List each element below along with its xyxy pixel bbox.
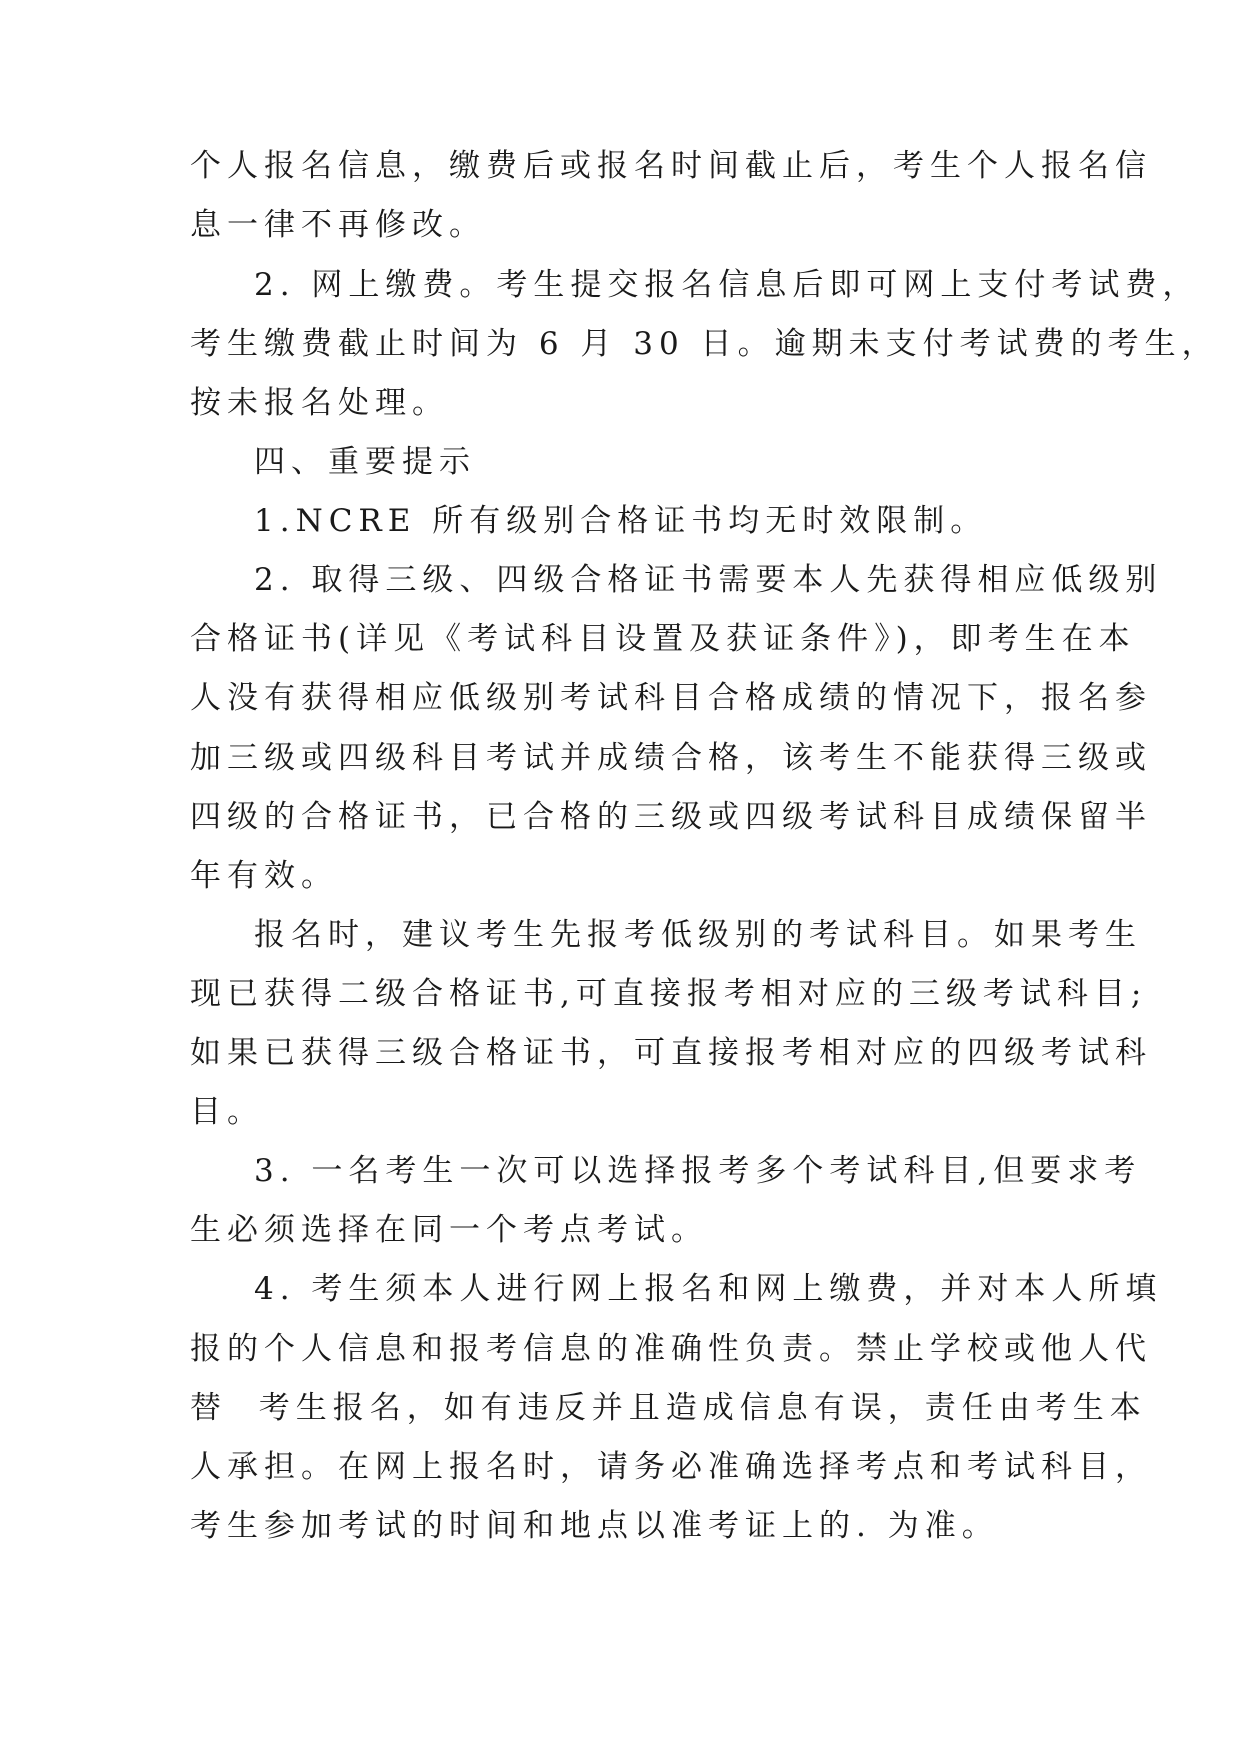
section-heading: 四、重要提示 (254, 444, 476, 480)
text-line: 合格证书(详见《考试科目设置及获证条件》)，即考生在本 (190, 621, 1136, 657)
text-line: 2. 网上缴费。考生提交报名信息后即可网上支付考试费， (254, 267, 1200, 303)
text-line: 2. 取得三级、四级合格证书需要本人先获得相应低级别 (254, 562, 1163, 598)
text-line: 替 考生报名，如有违反并且造成信息有误，责任由考生本 (190, 1390, 1147, 1426)
text-line: 按未报名处理。 (190, 385, 449, 421)
text-line: 报名时，建议考生先报考低级别的考试科目。如果考生 (254, 917, 1142, 953)
text-line: 1.NCRE 所有级别合格证书均无时效限制。 (254, 503, 988, 539)
text-line: 加三级或四级科目考试并成绩合格，该考生不能获得三级或 (190, 740, 1152, 776)
text-line: 人承担。在网上报名时，请务必准确选择考点和考试科目， (190, 1449, 1152, 1485)
text-line: 目。 (190, 1094, 264, 1130)
text-line: 息一律不再修改。 (190, 207, 486, 243)
text-line: 年有效。 (190, 858, 338, 894)
text-line: 个人报名信息，缴费后或报名时间截止后，考生个人报名信 (190, 148, 1152, 184)
text-line: 如果已获得三级合格证书，可直接报考相对应的四级考试科 (190, 1035, 1152, 1071)
text-line: 考生缴费截止时间为 6 月 30 日。逾期未支付考试费的考生， (190, 326, 1219, 362)
text-line: 考生参加考试的时间和地点以准考证上的. 为准。 (190, 1508, 999, 1544)
text-line: 4. 考生须本人进行网上报名和网上缴费，并对本人所填 (254, 1271, 1163, 1307)
text-line: 现已获得二级合格证书,可直接报考相对应的三级考试科目; (190, 976, 1148, 1012)
text-line: 生必须选择在同一个考点考试。 (190, 1212, 708, 1248)
text-line: 报的个人信息和报考信息的准确性负责。禁止学校或他人代 (190, 1331, 1152, 1367)
text-line: 四级的合格证书，已合格的三级或四级考试科目成绩保留半 (190, 799, 1152, 835)
text-line: 人没有获得相应低级别考试科目合格成绩的情况下，报名参 (190, 680, 1152, 716)
text-line: 3. 一名考生一次可以选择报考多个考试科目,但要求考 (254, 1153, 1142, 1189)
